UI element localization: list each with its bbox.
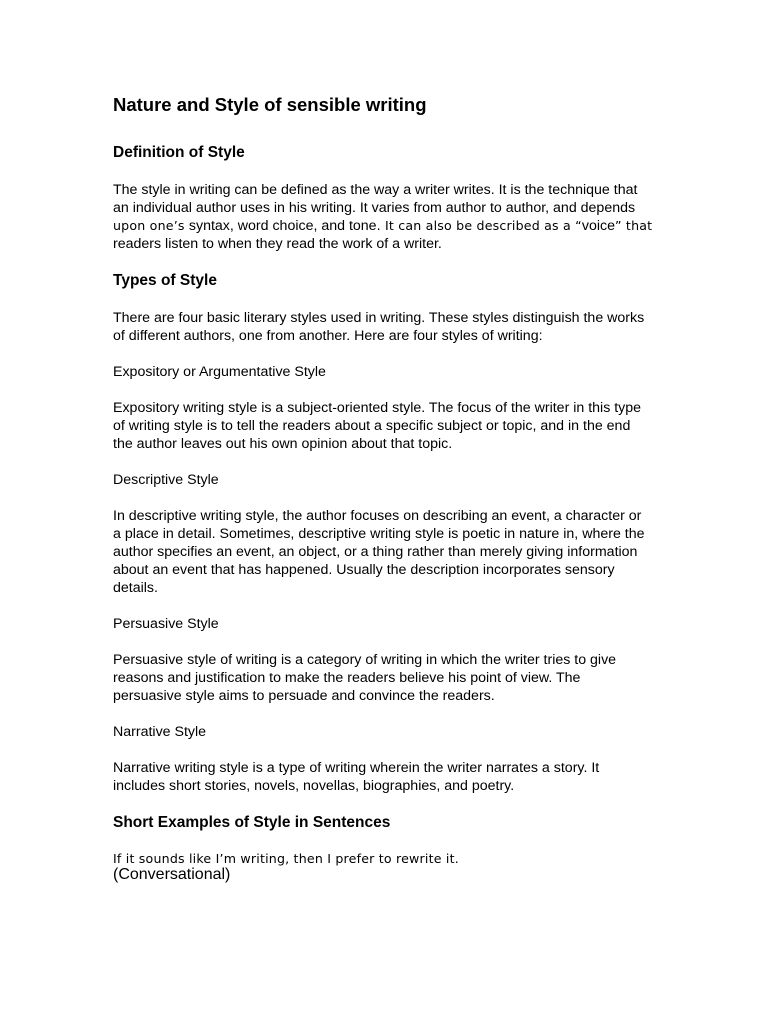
- paragraph-line: details.: [113, 580, 158, 596]
- expository-paragraph: [113, 399, 693, 453]
- expository-style-label: Expository or Argumentative Style: [113, 364, 326, 380]
- example-style-label: (Conversational): [113, 866, 231, 883]
- paragraph-line: the author leaves out his own opinion about that topic.: [113, 436, 453, 452]
- narrative-paragraph: [113, 759, 693, 795]
- text-run: ” that: [615, 218, 653, 233]
- text-run: . It can also be described as a “: [376, 218, 582, 233]
- examples-heading: Short Examples of Style in Sentences: [113, 814, 391, 831]
- persuasive-paragraph: [113, 651, 693, 705]
- paragraph-line: about an event that has happened. Usually the description incorporates sensory: [113, 562, 615, 578]
- paragraph-line: includes short stories, novels, novellas, biographies, and poetry.: [113, 778, 515, 794]
- definition-paragraph: [113, 181, 693, 253]
- narrative-style-label: Narrative Style: [113, 724, 207, 740]
- paragraph-line: persuasive style aims to persuade and convince the readers.: [113, 688, 495, 704]
- example-sentence: If it sounds like I’m writing, then I prefer to rewrite it.: [113, 851, 459, 866]
- definition-heading: Definition of Style: [113, 144, 245, 161]
- text-run: syntax, word choice, and tone: [188, 218, 377, 234]
- paragraph-line: author specifies an event, an object, or a thing rather than merely giving information: [113, 544, 638, 560]
- paragraph-line-mixed: [113, 217, 693, 235]
- descriptive-style-label: Descriptive Style: [113, 472, 219, 488]
- persuasive-style-label: Persuasive Style: [113, 616, 219, 632]
- paragraph-line: of different authors, one from another. Here are four styles of writing:: [113, 328, 543, 344]
- paragraph-line: In descriptive writing style, the author focuses on describing an event, a character or: [113, 508, 642, 524]
- paragraph-line: Persuasive style of writing is a category of writing in which the writer tries to give: [113, 652, 617, 668]
- paragraph-line: reasons and justification to make the readers believe his point of view. The: [113, 670, 581, 686]
- document-page: [113, 93, 693, 884]
- paragraph-line: Narrative writing style is a type of writing wherein the writer narrates a story. It: [113, 760, 600, 776]
- paragraph-line: There are four basic literary styles used in writing. These styles distinguish the works: [113, 310, 645, 326]
- paragraph-line: Expository writing style is a subject-oriented style. The focus of the writer in this type: [113, 400, 642, 416]
- paragraph-line: of writing style is to tell the readers about a specific subject or topic, and in the end: [113, 418, 631, 434]
- paragraph-line: The style in writing can be defined as the way a writer writes. It is the technique that: [113, 182, 638, 198]
- types-heading: Types of Style: [113, 272, 217, 289]
- types-intro-paragraph: [113, 309, 693, 345]
- paragraph-line: an individual author uses in his writing. It varies from author to author, and depends: [113, 200, 636, 216]
- text-run: voice: [581, 218, 615, 234]
- paragraph-line: a place in detail. Sometimes, descriptive writing style is poetic in nature in, where the: [113, 526, 645, 542]
- style-example: [113, 851, 693, 884]
- descriptive-paragraph: [113, 507, 693, 597]
- document-title: Nature and Style of sensible writing: [113, 94, 427, 115]
- text-run: upon one’s: [113, 218, 189, 233]
- paragraph-line: readers listen to when they read the work of a writer.: [113, 236, 442, 252]
